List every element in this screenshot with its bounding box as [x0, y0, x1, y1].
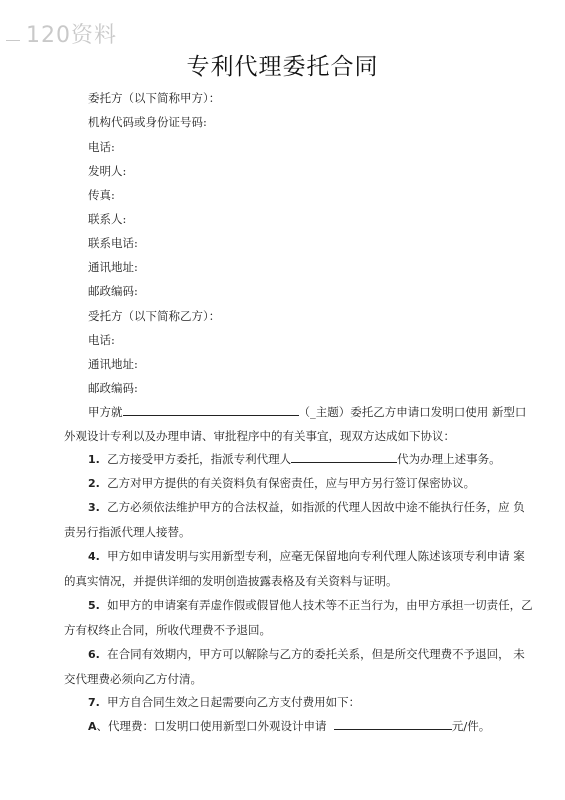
intro-paragraph	[64, 400, 527, 448]
clause-text: 乙方必须依法维护甲方的合法权益，如指派的代理人因故中途不能执行任务，应 负	[107, 500, 525, 514]
field-agent: 受托方（以下简称乙方）：	[88, 309, 221, 323]
clause-text-line-2: 交代理费必须向乙方付清。	[64, 672, 202, 686]
field-agent-address: 通讯地址:	[88, 357, 138, 371]
clause-number: 1.	[88, 453, 100, 466]
field-id-code: 机构代码或身份证号码:	[88, 115, 207, 129]
clause-text-line-2: 的真实情况，并提供详细的发明创造披露表格及有关资料与证明。	[64, 574, 398, 588]
field-agent-phone: 电话:	[88, 333, 115, 347]
clause-4	[64, 544, 525, 593]
clause-number: 2.	[88, 477, 100, 490]
field-contact: 联系人:	[88, 212, 127, 226]
watermark	[6, 18, 117, 49]
clause-letter: A	[88, 720, 97, 733]
clause-text: 如甲方的申请案有弄虚作假或假冒他人技术等不正当行为，由甲方承担一切责任，乙	[107, 598, 533, 612]
clause-text: 乙方接受甲方委托，指派专利代理人	[107, 452, 292, 466]
fee-blank	[334, 719, 452, 730]
intro-text-b: （_主题）委托乙方申请口发明口使用 新型口	[298, 405, 527, 419]
watermark-text: 120资料	[26, 23, 117, 48]
field-postcode: 邮政编码:	[88, 284, 138, 298]
agent-name-blank	[291, 452, 397, 463]
clause-text: 甲方如申请发明与实用新型专利，应毫无保留地向专利代理人陈述该项专利申请 案	[107, 549, 525, 563]
clause-text: 在合同有效期内，甲方可以解除与乙方的委托关系，但是所交代理费不予退回， 未	[107, 647, 525, 661]
clause-number: 5.	[88, 599, 100, 612]
clause-5	[64, 593, 533, 642]
intro-text-a: 甲方就	[88, 405, 123, 419]
field-phone: 电话:	[88, 140, 115, 154]
field-fax: 传真:	[88, 188, 115, 202]
clause-text: 、代理费：口发明口使用新型口外观设计申请	[96, 719, 327, 733]
clause-3	[64, 495, 525, 544]
clause-text-tail: 元/件。	[451, 719, 491, 733]
clause-6	[64, 642, 525, 691]
field-contact-phone: 联系电话:	[88, 236, 138, 250]
intro-line-2: 外观设计专利以及办理申请、审批程序中的有关事宜，现双方达成如下协议：	[64, 429, 455, 443]
clause-a	[64, 714, 491, 739]
clause-text: 乙方对甲方提供的有关资料负有保密责任，应与甲方另行签订保密协议。	[107, 476, 476, 490]
document-title: 专利代理委托合同	[186, 54, 379, 80]
clause-2	[64, 471, 474, 496]
clause-text: 甲方自合同生效之日起需要向乙方支付费用如下：	[107, 695, 361, 709]
clause-text-tail: 代为办理上述事务。	[397, 452, 501, 466]
field-client: 委托方（以下简称甲方）：	[88, 91, 221, 105]
field-address: 通讯地址:	[88, 260, 138, 274]
subject-blank	[123, 405, 299, 416]
clause-text-line-2: 责另行指派代理人接替。	[64, 525, 191, 539]
clause-7	[64, 690, 474, 715]
clause-number: 3.	[88, 501, 100, 514]
clause-text-line-2: 方有权终止合同，所收代理费不予退回。	[64, 623, 271, 637]
clause-number: 4.	[88, 550, 100, 563]
clause-number: 7.	[88, 696, 100, 709]
clause-number: 6.	[88, 648, 100, 661]
clause-1	[64, 447, 501, 472]
watermark-dash	[6, 40, 20, 41]
field-inventor: 发明人:	[88, 164, 127, 178]
field-agent-postcode: 邮政编码:	[88, 381, 138, 395]
